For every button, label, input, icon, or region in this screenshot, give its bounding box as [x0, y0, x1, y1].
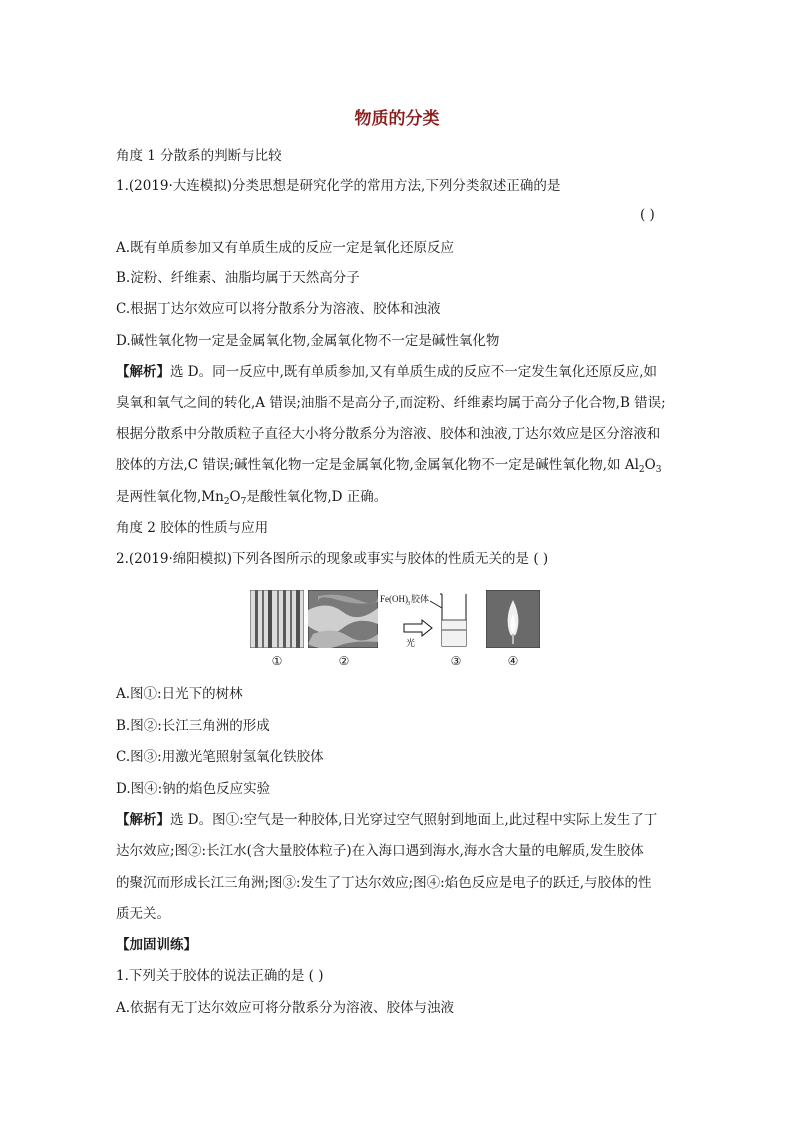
- figure-label-3: ③: [450, 654, 462, 668]
- figure-label-2: ②: [338, 654, 350, 668]
- option-b: B.淀粉、纤维素、油脂均属于天然高分子: [116, 270, 360, 286]
- figure-label-1: ①: [271, 654, 283, 668]
- option-d: D.碱性氧化物一定是金属氧化物,金属氧化物不一定是碱性氧化物: [116, 333, 500, 349]
- beaker-diagram: [380, 590, 470, 648]
- answer-bracket: ( ): [640, 207, 655, 223]
- page-title: 物质的分类: [354, 109, 440, 129]
- reinforce-heading: 【加固训练】: [116, 937, 197, 953]
- option-a: A.图①:日光下的树林: [116, 686, 243, 702]
- forest-photo: [250, 590, 304, 648]
- option-c: C.根据丁达尔效应可以将分散系分为溶液、胶体和浊液: [116, 301, 441, 317]
- analysis-line: 【解析】选 D。同一反应中,既有单质参加,又有单质生成的反应不一定发生氧化还原反应,如: [116, 364, 657, 380]
- analysis-line: 是两性氧化物$,Mn_2O_7$是酸性氧化物,D 正确。: [116, 489, 388, 507]
- option-a: A.既有单质参加又有单质生成的反应一定是氧化还原反应: [116, 240, 455, 256]
- delta-photo: [308, 590, 378, 648]
- analysis-line: 臭氧和氧气之间的转化,A 错误;油脂不是高分子,而淀粉、纤维素均属于高分子化合物,B 错误;: [116, 395, 666, 411]
- figure-group: [250, 590, 550, 670]
- svg-text:胶体: 胶体: [411, 595, 430, 605]
- svg-text:Fe(OH): Fe(OH): [380, 594, 408, 604]
- analysis-tag: 【解析】: [116, 812, 170, 828]
- option-d: D.图④:钠的焰色反应实验: [116, 781, 271, 797]
- section-heading-1: 角度 1 分散系的判断与比较: [116, 148, 282, 164]
- analysis-line: 质无关。: [116, 906, 170, 922]
- question-2-stem: 2.(2019·绵阳模拟)下列各图所示的现象或事实与胶体的性质无关的是 ( ): [116, 551, 549, 567]
- analysis-line: 【解析】选 D。图①:空气是一种胶体,日光穿过空气照射到地面上,此过程中实际上发生了丁: [116, 812, 658, 828]
- analysis-line: 根据分散系中分散质粒子直径大小将分散系分为溶液、胶体和浊液,丁达尔效应是区分溶液和: [116, 426, 661, 442]
- reinforce-option-a: A.依据有无丁达尔效应可将分散系分为溶液、胶体与浊液: [116, 1000, 455, 1016]
- option-c: C.图③:用激光笔照射氢氧化铁胶体: [116, 749, 324, 765]
- question-1-stem: 1.(2019·大连模拟)分类思想是研究化学的常用方法,下列分类叙述正确的是: [116, 178, 561, 194]
- flame-photo: [486, 590, 540, 648]
- section-heading-2: 角度 2 胶体的性质与应用: [116, 520, 269, 536]
- analysis-line: 胶体的方法,C 错误;碱性氧化物一定是金属氧化物,金属氧化物不一定是碱性氧化物,如 $Al_2O_3$: [116, 457, 662, 475]
- analysis-tag: 【解析】: [116, 364, 170, 380]
- svg-text:光: 光: [406, 639, 416, 648]
- option-b: B.图②:长江三角洲的形成: [116, 718, 270, 734]
- analysis-line: 达尔效应;图②:长江水(含大量胶体粒子)在入海口遇到海水,海水含大量的电解质,发生胶体: [116, 843, 644, 859]
- figure-label-4: ④: [507, 654, 519, 668]
- svg-text:3: 3: [407, 601, 410, 607]
- reinforce-question-1: 1.下列关于胶体的说法正确的是 ( ): [116, 968, 324, 984]
- analysis-line: 的聚沉而形成长江三角洲;图③:发生了丁达尔效应;图④:焰色反应是电子的跃迁,与胶体的性: [116, 875, 652, 891]
